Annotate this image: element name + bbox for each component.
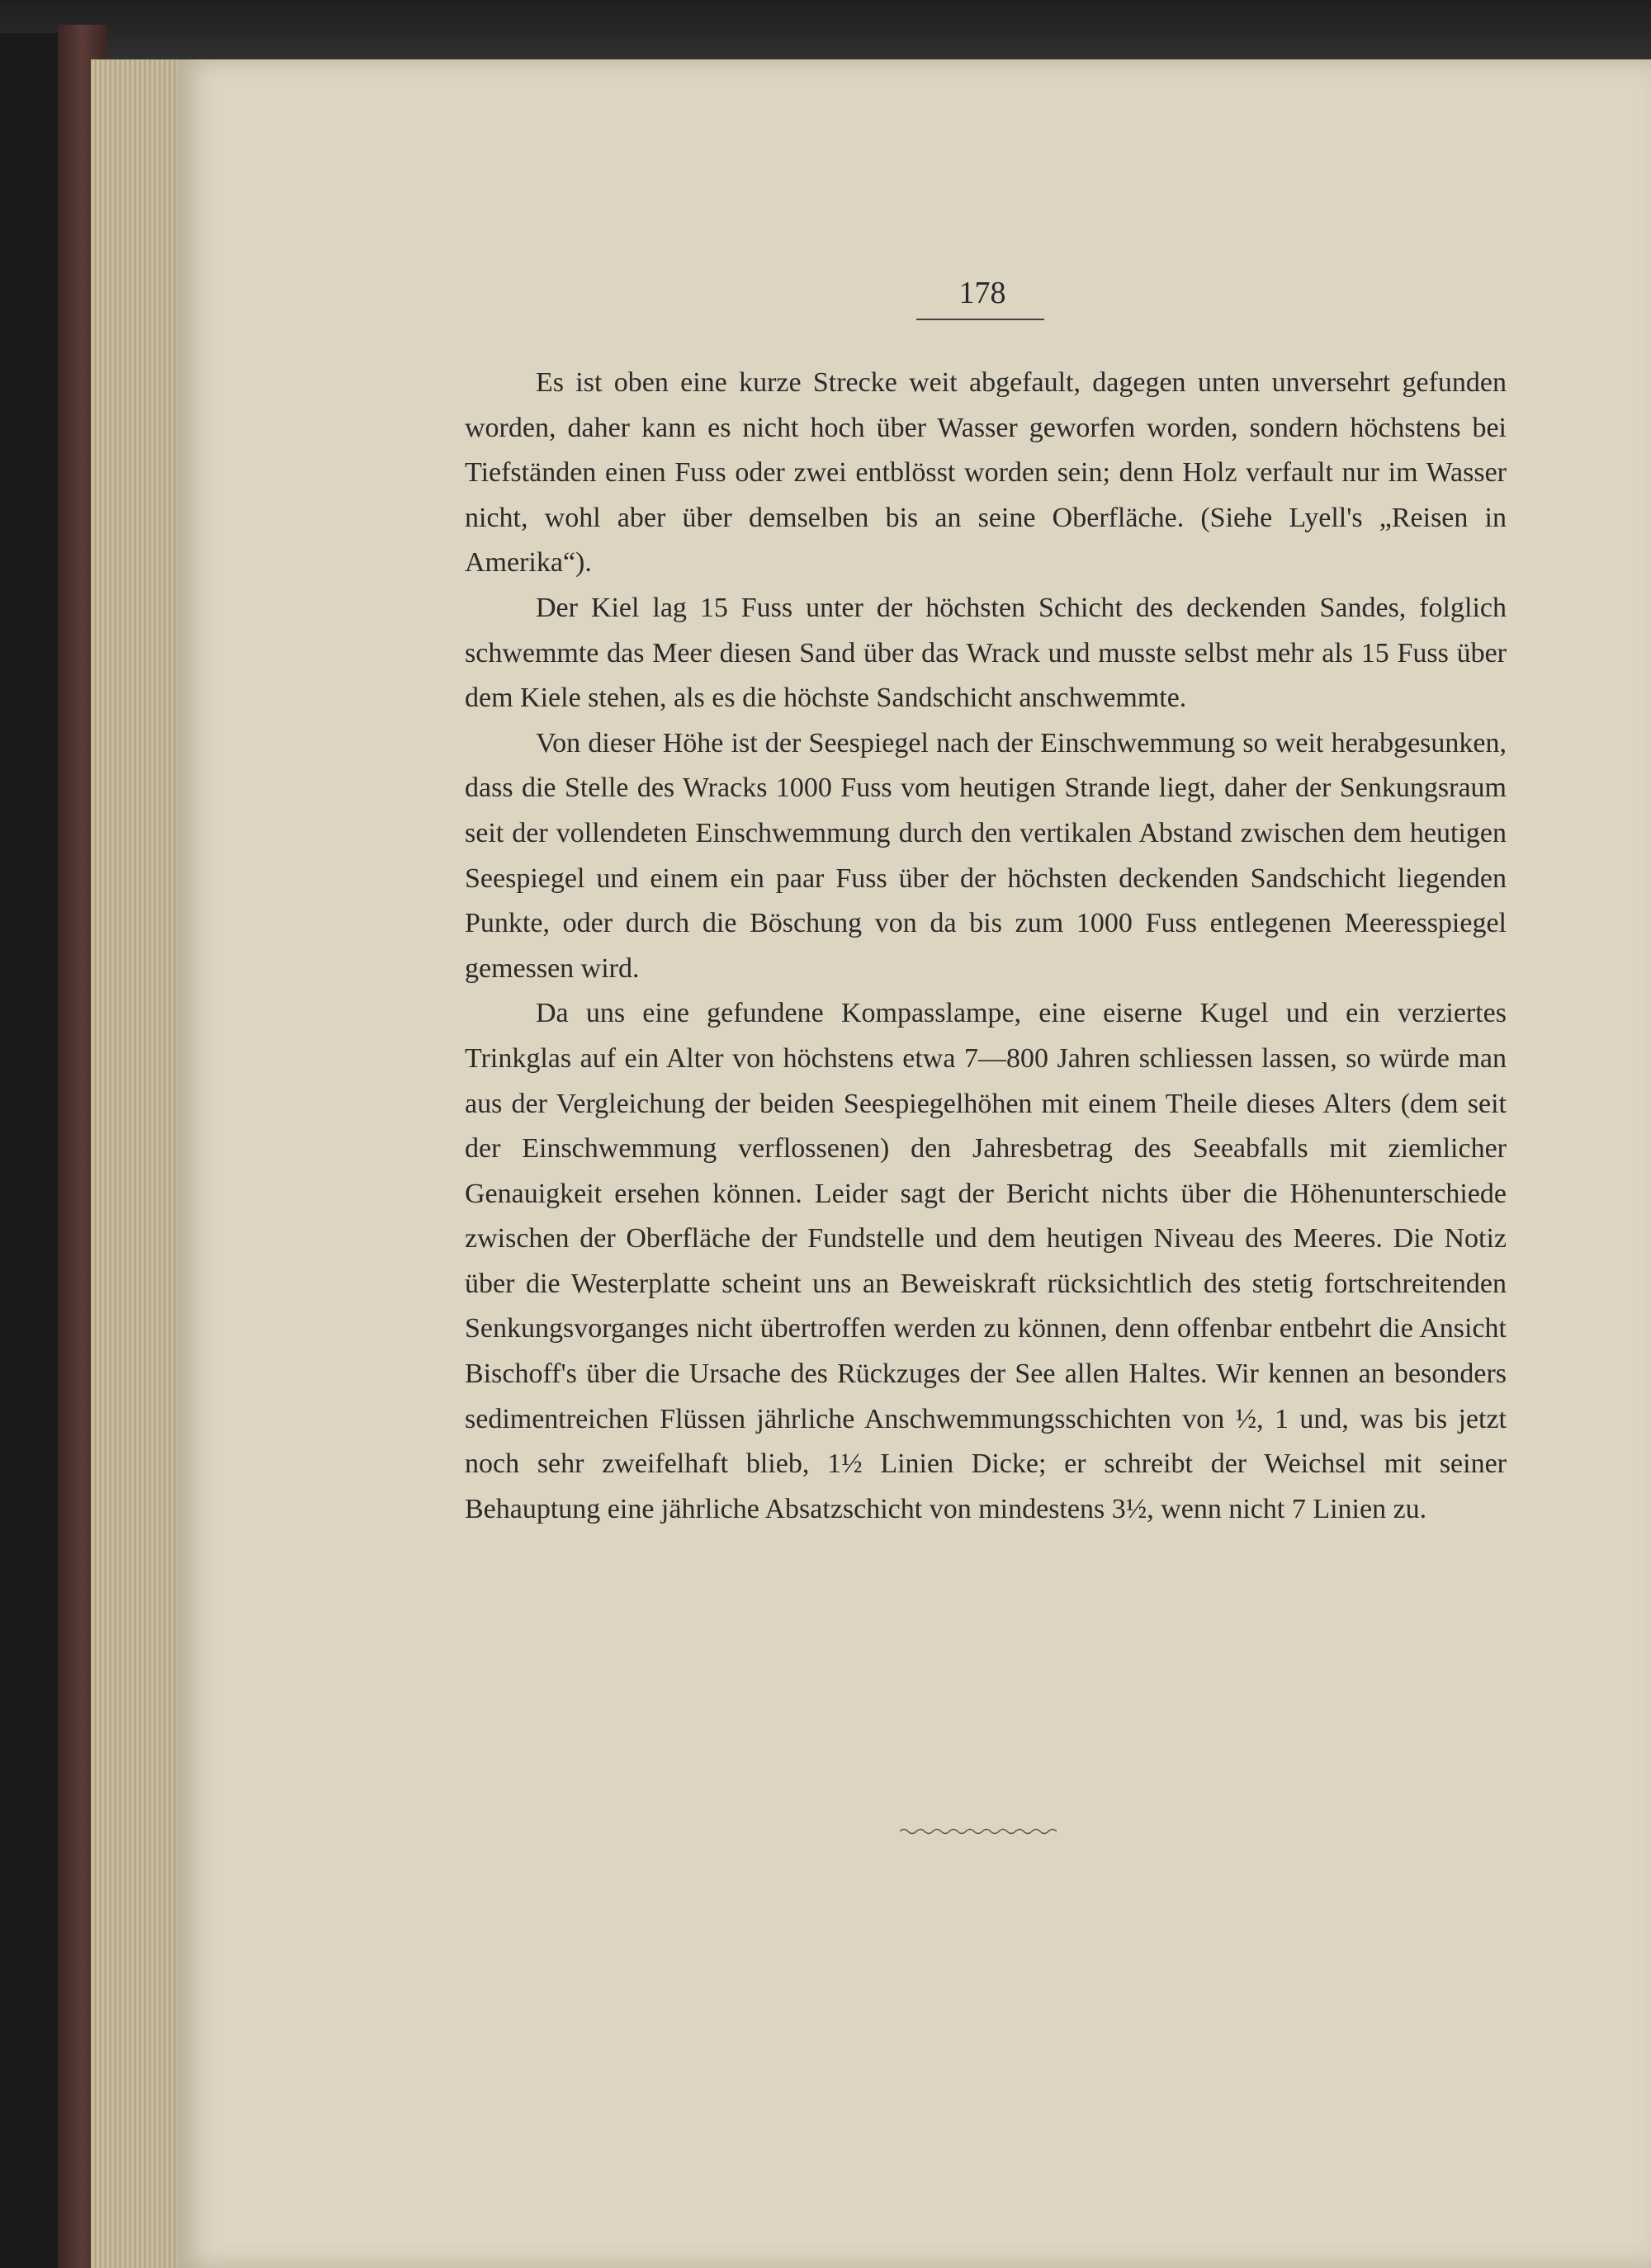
page-edges	[91, 59, 182, 2268]
page-number-rule	[916, 319, 1044, 320]
paragraph-1: Es ist oben eine kurze Strecke weit abgefault, dagegen unten unversehrt gefunden worden, daher kann es nicht hoch über Wasser geworfen worden, sondern höchstens bei Tiefständen einen Fuss oder zwei entblösst worden sein; denn Holz verfault nur im Wasser nicht, wohl aber über demselben bis an seine Oberfläche. (Siehe Lyell's „Reisen in Amerika“).	[465, 367, 1507, 579]
end-ornament	[900, 1827, 1057, 1836]
book-cover-top	[0, 0, 1651, 59]
paragraph-4: Da uns eine gefundene Kompasslampe, eine eiserne Kugel und ein verziertes Trinkglas auf ein Alter von höchstens etwa 7—800 Jahren schliessen lassen, so würde man aus der Vergleichung der beiden Seespiegelhöhen mit einem Theile dieses Alters (dem seit der Einschwemmung verflossenen) den Jahresbetrag des Seeabfalls mit ziemlicher Genauigkeit ersehen können. Leider sagt der Bericht nichts über die Höhenunterschiede zwischen der Oberfläche der Fundstelle und dem heutigen Niveau des Meeres. Die Notiz über die Westerplatte scheint uns an Beweiskraft rücksichtlich des stetig fortschreitenden Senkungsvorganges nicht übertroffen werden zu können, denn offenbar entbehrt die Ansicht Bischoff's über die Ursache des Rückzuges der See allen Haltes. Wir kennen an besonders sedimentreichen Flüssen jährliche Anschwemmungsschichten von ½, 1 und, was bis jetzt noch sehr zweifelhaft blieb, 1½ Linien Dicke; er schreibt der Weichsel mit seiner Behauptung eine jährliche Absatzschicht von mindestens 3½, wenn nicht 7 Linien zu.	[465, 998, 1507, 1524]
paragraph-3: Von dieser Höhe ist der Seespiegel nach der Einschwemmung so weit herabgesunken, dass die Stelle des Wracks 1000 Fuss vom heutigen Strande liegt, daher der Senkungsraum seit der vollendeten Einschwemmung durch den vertikalen Abstand zwischen dem heutigen Seespiegel und einem ein paar Fuss über der höchsten deckenden Sandschicht liegenden Punkte, oder durch die Böschung von da bis zum 1000 Fuss entlegenen Meeresspiegel gemessen wird.	[465, 727, 1507, 984]
body-text	[465, 361, 1507, 1532]
paragraph-2: Der Kiel lag 15 Fuss unter der höchsten Schicht des deckenden Sandes, folglich schwemmte das Meer diesen Sand über das Wrack und musste selbst mehr als 15 Fuss über dem Kiele stehen, als es die höchste Sandschicht anschwemmte.	[465, 592, 1507, 714]
page-number: 178	[958, 276, 1006, 310]
